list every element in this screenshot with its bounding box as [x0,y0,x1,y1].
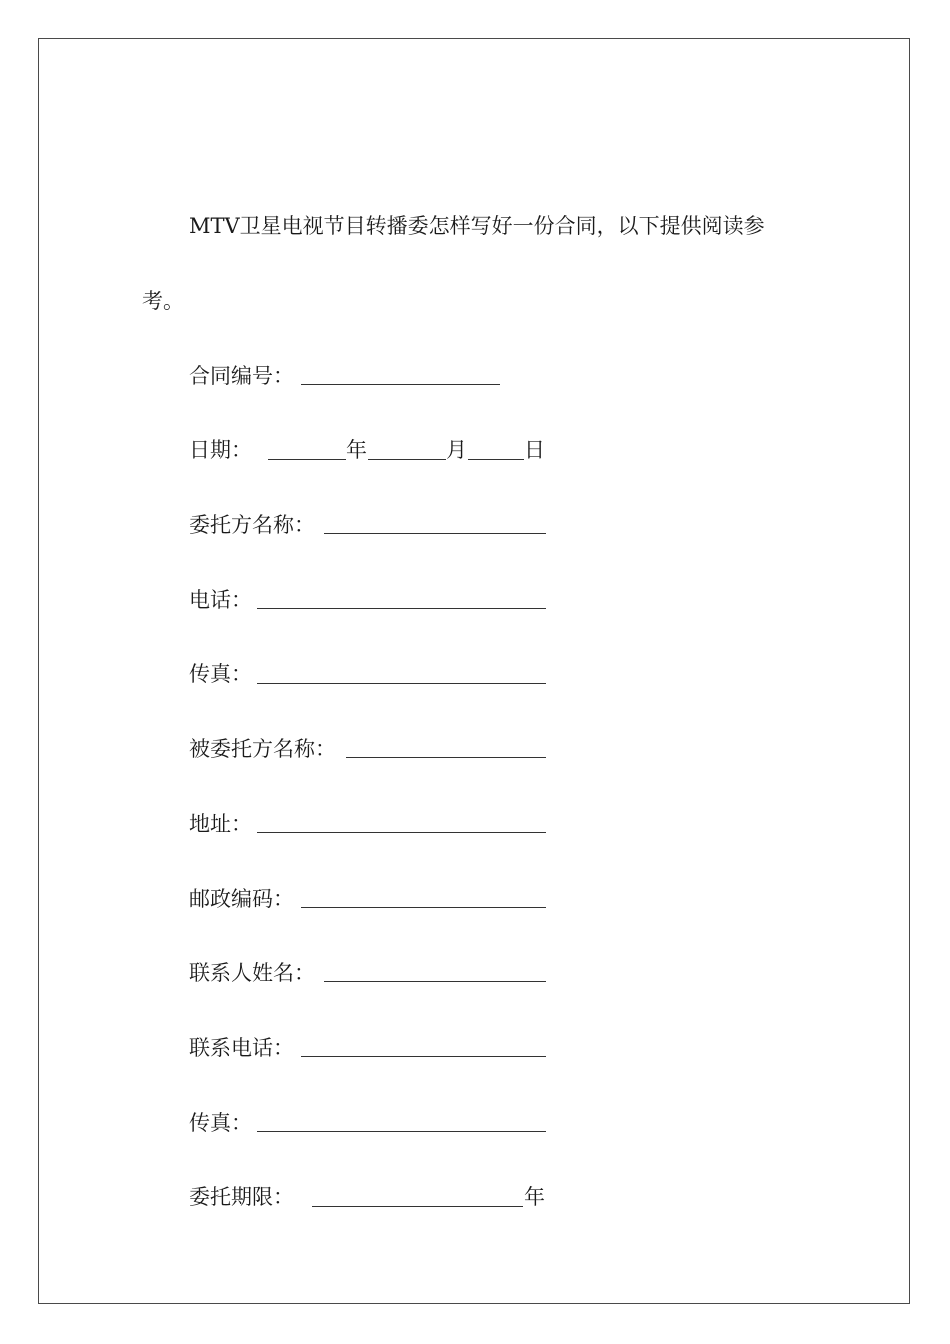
phone-blank[interactable] [257,608,546,609]
client-name-label: 委托方名称： [189,513,315,537]
date-year-blank[interactable] [268,459,346,460]
phone-label: 电话： [189,588,252,612]
address-blank[interactable] [257,832,546,833]
contract-no-label: 合同编号： [189,364,294,388]
client-name-blank[interactable] [324,533,546,534]
date-label: 日期： [189,438,252,462]
date-month-label: 月 [446,438,467,462]
date-day-label: 日 [524,438,545,462]
term-label: 委托期限： [189,1185,294,1209]
postcode-blank[interactable] [301,907,546,908]
contact-phone-label: 联系电话： [189,1036,294,1060]
term-blank[interactable] [312,1206,523,1207]
contact-phone-blank[interactable] [301,1056,546,1057]
postcode-label: 邮政编码： [189,887,294,911]
agent-name-blank[interactable] [346,757,546,758]
term-year-label: 年 [524,1185,545,1209]
date-month-blank[interactable] [368,459,446,460]
date-day-blank[interactable] [468,459,524,460]
fax-blank[interactable] [257,683,546,684]
date-year-label: 年 [346,438,367,462]
fax2-blank[interactable] [257,1131,546,1132]
fax2-label: 传真： [189,1111,252,1135]
intro-line-2: 考。 [142,289,184,313]
intro-line-1: MTV卫星电视节目转播委怎样写好一份合同，以下提供阅读参 [189,214,765,238]
contact-name-label: 联系人姓名： [189,961,315,985]
agent-name-label: 被委托方名称： [189,737,336,761]
contract-no-blank[interactable] [301,384,500,385]
contact-name-blank[interactable] [324,981,546,982]
fax-label: 传真： [189,662,252,686]
address-label: 地址： [189,812,252,836]
